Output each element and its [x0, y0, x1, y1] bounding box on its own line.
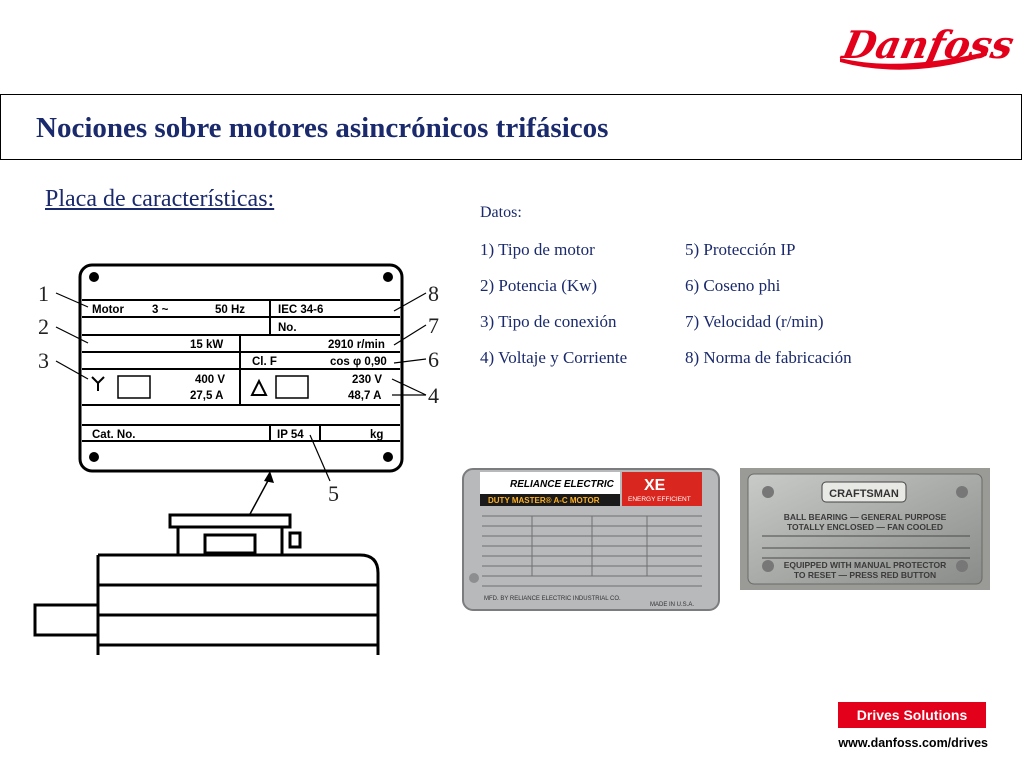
datos-item: 4) Voltaje y Corriente [480, 348, 628, 367]
np-power: 15 kW [190, 339, 224, 351]
np-phase: 3 ~ [152, 304, 169, 316]
craftsman-line4: TO RESET — PRESS RED BUTTON [793, 570, 937, 580]
nameplate-diagram [30, 255, 455, 655]
np-no: No. [278, 322, 297, 334]
website-link[interactable]: www.danfoss.com/drives [838, 736, 988, 750]
craftsman-line3: EQUIPPED WITH MANUAL PROTECTOR [783, 560, 947, 570]
reliance-badge-sub: ENERGY EFFICIENT [628, 496, 691, 503]
craftsman-brand: CRAFTSMAN [829, 488, 899, 500]
datos-heading: Datos: [480, 204, 522, 221]
np-volt-delta: 230 V [352, 374, 383, 386]
craftsman-line2: TOTALLY ENCLOSED — FAN COOLED [786, 522, 944, 532]
callout-1: 1 [38, 281, 49, 306]
np-cosphi: cos φ 0,90 [330, 356, 387, 368]
callout-6: 6 [428, 347, 439, 372]
reliance-model: DUTY MASTER® A-C MOTOR [488, 496, 600, 505]
reliance-footer: MFD. BY RELIANCE ELECTRIC INDUSTRIAL CO. [484, 596, 621, 602]
reliance-nameplate-photo [462, 468, 720, 611]
datos-item: 5) Protección IP [685, 240, 796, 259]
np-kg: kg [370, 429, 384, 441]
callout-3: 3 [38, 348, 49, 373]
danfoss-logo [836, 14, 1018, 80]
datos-item: 1) Tipo de motor [480, 240, 595, 259]
callout-7: 7 [428, 313, 439, 338]
datos-item: 2) Potencia (Kw) [480, 276, 598, 295]
datos-item: 6) Coseno phi [685, 276, 781, 295]
page-title: Nociones sobre motores asincrónicos trifásicos [36, 112, 609, 144]
reliance-made-in: MADE IN U.S.A. [650, 602, 695, 608]
np-volt-star: 400 V [195, 374, 226, 386]
drives-solutions-button[interactable]: Drives Solutions [838, 702, 986, 728]
np-freq: 50 Hz [215, 304, 246, 316]
np-amp-delta: 48,7 A [348, 390, 382, 402]
np-ip: IP 54 [277, 429, 304, 441]
np-norm: IEC 34-6 [278, 304, 324, 316]
craftsman-nameplate-photo [740, 468, 990, 590]
callout-5: 5 [328, 481, 339, 506]
datos-item: 8) Norma de fabricación [685, 348, 852, 367]
np-speed: 2910 r/min [328, 339, 385, 351]
logo-text: Danfoss [838, 23, 1018, 68]
reliance-badge: XE [644, 477, 666, 494]
np-motor: Motor [92, 304, 124, 316]
np-catno: Cat. No. [92, 429, 136, 441]
callout-8: 8 [428, 281, 439, 306]
craftsman-line1: BALL BEARING — GENERAL PURPOSE [783, 512, 947, 522]
datos-item: 3) Tipo de conexión [480, 312, 617, 331]
np-amp-star: 27,5 A [190, 390, 224, 402]
section-subtitle: Placa de características: [45, 186, 275, 212]
np-insulation: Cl. F [252, 356, 277, 368]
callout-2: 2 [38, 314, 49, 339]
reliance-brand: RELIANCE ELECTRIC [510, 479, 614, 490]
callout-4: 4 [428, 383, 439, 408]
datos-item: 7) Velocidad (r/min) [685, 312, 824, 331]
